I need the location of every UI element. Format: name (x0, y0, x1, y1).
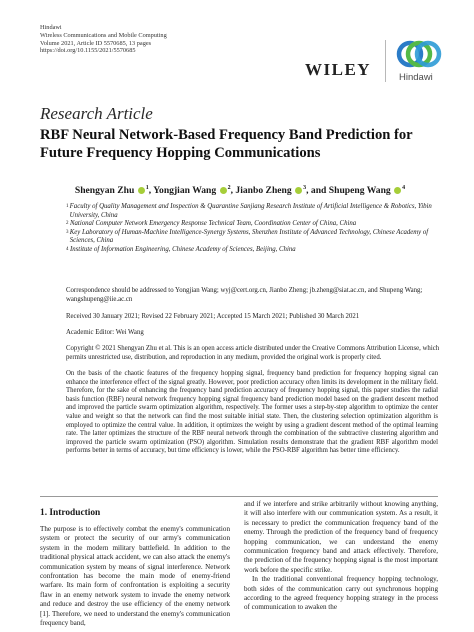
academic-editor: Academic Editor: Wei Wang (66, 329, 144, 336)
author-affil-sup: 1 (145, 185, 149, 191)
journal-name: Wireless Communications and Mobile Computing (40, 31, 167, 39)
received-dates: Received 30 January 2021; Revised 22 February 2021; Accepted 15 March 2021; Published 30 March 2021 (66, 313, 360, 320)
section-heading: 1. Introduction (40, 508, 101, 518)
orcid-icon[interactable] (220, 187, 227, 194)
body-paragraph: In the traditional conventional frequency hopping technology, both sides of the communication carry out synchronous hopping according to the agreed frequency hopping strategy in the process of communication to awaken the (244, 575, 438, 612)
affiliation-number: 4 (66, 246, 69, 252)
affiliation-item (66, 203, 446, 220)
affiliation-number: 1 (66, 204, 69, 209)
author-conjunction: and (310, 185, 327, 197)
affiliations (66, 203, 446, 255)
correspondence: Correspondence should be addressed to Yongjian Wang; wyj@cert.org.cn, Jianbo Zheng; jb.zheng@siat.ac.cn, and Shupeng Wang; wangshupeng@iie.ac.cn (66, 287, 423, 303)
body-paragraph: and if we interfere and strike arbitrarily without knowing anything, it will also interfere with our communication system. As a result, it is necessary to predict the communication frequency band of the enemy. Through the prediction of the frequency band of frequency hopping communication, we can understand the enemy communication frequency band and attack effectively. Therefore, the prediction of the frequency hopping signal is the most important work before the specific strike. (244, 500, 438, 574)
publication-info (40, 24, 167, 55)
author-separator: , (230, 185, 234, 197)
affiliation-item (66, 229, 446, 246)
affiliation-text: National Computer Network Emergency Response Technical Team, Coordination Center of China, China (70, 220, 357, 228)
paper-title: RBF Neural Network-Based Frequency Band Prediction for Future Frequency Hopping Communications (40, 127, 413, 161)
body-column-left (40, 525, 230, 628)
author-name[interactable]: Shupeng Wang (328, 185, 391, 197)
affiliation-text: Institute of Information Engineering, Chinese Academy of Sciences, Beijing, China (70, 245, 296, 253)
author-affil-sup: 4 (402, 185, 406, 191)
author-separator: , (306, 185, 309, 197)
author-separator: , (148, 185, 152, 197)
hindawi-logo-text: Hindawi (399, 72, 433, 83)
orcid-icon[interactable] (295, 187, 302, 194)
section-divider (40, 496, 438, 497)
orcid-icon[interactable] (138, 187, 145, 194)
author-name[interactable]: Jianbo Zheng (235, 185, 292, 197)
author-name[interactable]: Shengyan Zhu (74, 185, 135, 197)
author-list (40, 185, 440, 196)
wiley-logo: WILEY (305, 60, 372, 79)
volume-info: Volume 2021, Article ID 5570685, 13 pages (40, 39, 152, 47)
affiliation-item (66, 246, 446, 255)
affiliation-text: Faculty of Quality Management and Inspection & Quarantine Sanjiang Research Institute of Artificial Intelligence & Robotics, Yibin University, China (69, 203, 432, 219)
body-paragraph: The purpose is to effectively combat the enemy's communication system or protect the security of our army's communication system in the modern military battlefield. In addition to the traditional physical attack accident, we can also attack the enemy's communication system by means of signal interference. Network confrontation has become the main mode of enemy-friend warfare. Its main form of confrontation is exploiting a security flaw in an enemy network system to invade the enemy network and reduce and destroy the use efficiency of the enemy network [1]. Therefore, we need to understand the enemy's communication frequency band, (40, 525, 230, 628)
logo-divider (385, 40, 386, 82)
author-affil-sup: 2 (227, 185, 231, 191)
orcid-icon[interactable] (394, 187, 401, 194)
doi-link[interactable]: https://doi.org/10.1155/2021/5570685 (40, 47, 136, 55)
article-type: Research Article (40, 104, 153, 123)
affiliation-item (66, 220, 446, 229)
copyright-notice: Copyright © 2021 Shengyan Zhu et al. This is an open access article distributed under the Creative Commons Attribution License, which permits unrestricted use, distribution, and reproduction in any medium, provided the original work is properly cited. (66, 345, 440, 361)
author-name[interactable]: Yongjian Wang (153, 185, 217, 197)
hindawi-logo-icon (396, 37, 442, 76)
abstract: On the basis of the chaotic features of the frequency hopping signal, frequency band prediction for frequency hopping signal can enhance the interference effect of the signal greatly. However, poor prediction accuracy often limits its development in the military field. Therefore, for the sake of enhancing the frequency band prediction accuracy of frequency hopping signal, this paper studies the radial basis function (RBF) neural network frequency hopping signal frequency band prediction model based on the gradient descent method and improved the particle swarm optimization algorithm, respectively. The former uses a step-by-step algorithm to optimize the center value and weight so that the network can find the most suitable initial state. Then, the clustering selection optimization algorithm is employed to optimize the central value. In addition, it optimizes the weight by using a gradient descent method of the optimal learning rate. The latter optimizes the structure of the RBF neural network through the combination of the subtractive clustering algorithm and improved the particle swarm optimization (PSO) algorithm. Simulation results demonstrate that the gradient RBF algorithm model performs better in terms of accuracy, but time efficiency is lower, while the PSO-RBF algorithm has better time efficiency. (66, 370, 438, 455)
publisher-name: Hindawi (40, 24, 62, 31)
author-affil-sup: 3 (303, 185, 307, 191)
affiliation-text: Key Laboratory of Human-Machine Intelligence-Synergy Systems, Shenzhen Institute of Advanced Technology, Chinese Academy of Sciences, China (69, 228, 429, 245)
affiliation-number: 3 (66, 229, 69, 235)
body-column-right (244, 500, 438, 613)
affiliation-number: 2 (66, 221, 69, 227)
